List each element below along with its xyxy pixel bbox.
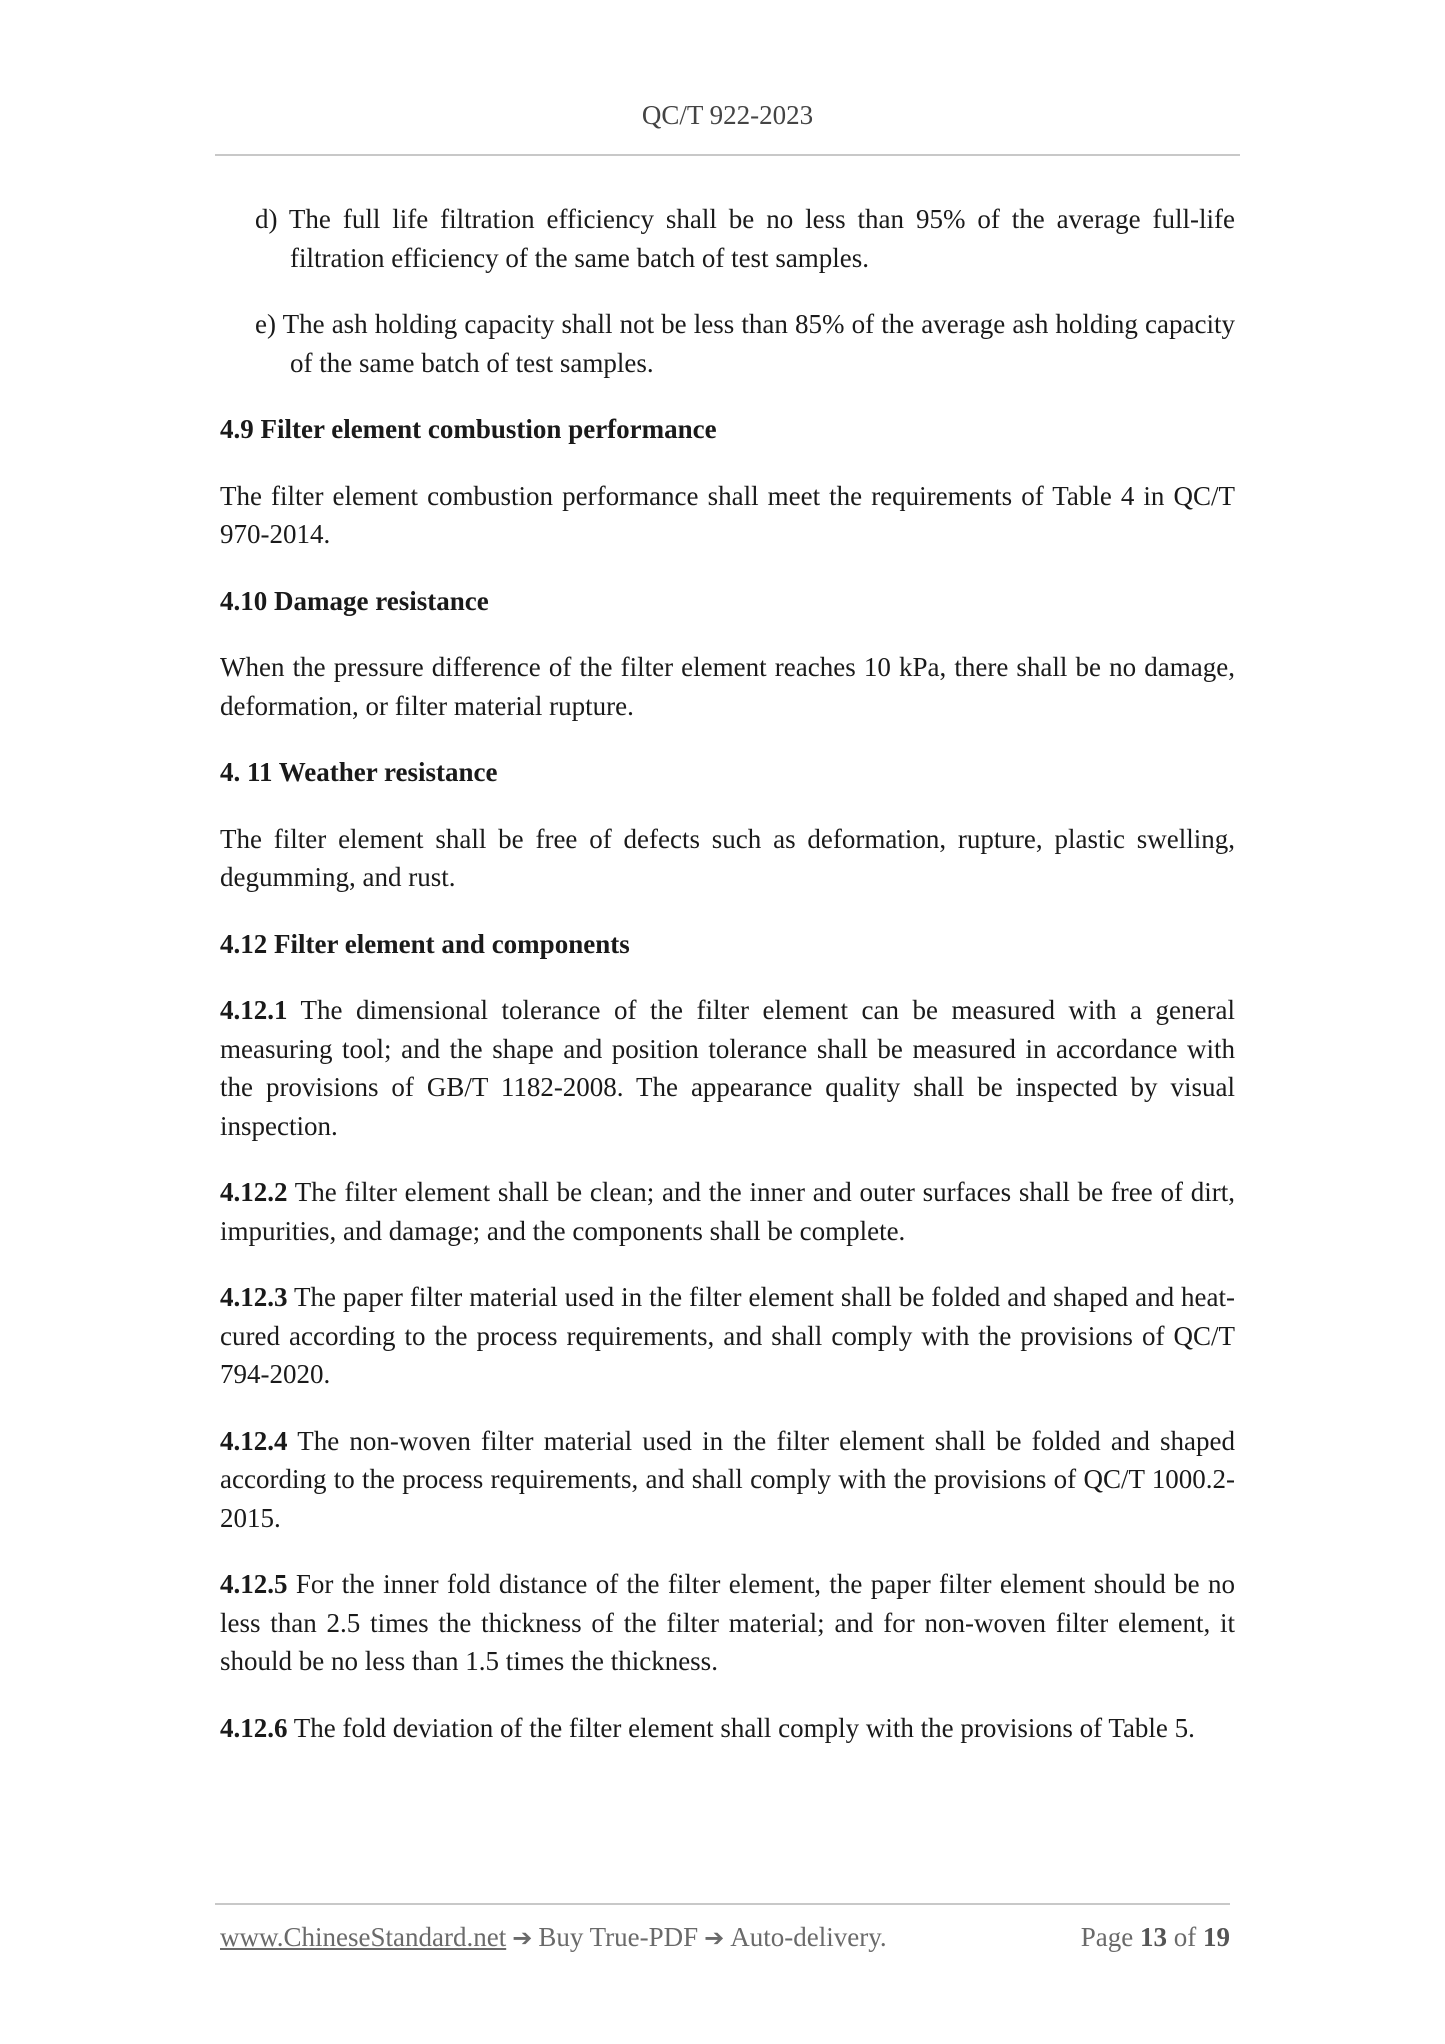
footer-divider — [215, 1903, 1230, 1905]
page-current: 13 — [1140, 1922, 1167, 1952]
list-item-d: d) The full life filtration efficiency shall be no less than 95% of the average full-life filtration efficiency of the same batch of test samples. — [255, 204, 1235, 273]
clause-4-12-4 — [220, 1422, 1235, 1538]
section-body-4-9: The filter element combustion performance shall meet the requirements of Table 4 in QC/T 970-2014. — [220, 480, 1235, 549]
page-total: 19 — [1203, 1922, 1230, 1952]
clause-text: The filter element shall be clean; and the inner and outer surfaces shall be free of dirt, impurities, and damage; and the components shall be complete. — [220, 1177, 1235, 1246]
clause-number: 4.12.5 — [220, 1569, 288, 1599]
section-heading-4-9: 4.9 Filter element combustion performance — [220, 414, 717, 444]
clause-number: 4.12.6 — [220, 1712, 288, 1743]
clause-number: 4.12.1 — [220, 995, 288, 1025]
clause-4-12-3 — [220, 1278, 1235, 1394]
page-indicator — [1081, 1922, 1230, 1953]
clause-4-12-2 — [220, 1173, 1235, 1250]
auto-delivery-text: Auto-delivery. — [730, 1922, 887, 1952]
right-arrow-icon: ➔ — [512, 1924, 533, 1952]
section-body-4-11: The filter element shall be free of defects such as deformation, rupture, plastic swelling, degumming, and rust. — [220, 823, 1235, 892]
document-id: QC/T 922-2023 — [641, 100, 814, 130]
clause-text: The non-woven filter material used in the filter element shall be folded and shaped according to the process requirements, and shall comply with the provisions of QC/T 1000.2-2015. — [220, 1425, 1235, 1533]
clause-4-12-1 — [220, 991, 1235, 1145]
page-footer — [220, 1922, 1230, 1953]
clause-number: 4.12.4 — [220, 1425, 288, 1456]
section-heading-4-12: 4.12 Filter element and components — [220, 928, 630, 959]
clause-text: The fold deviation of the filter element shall comply with the provisions of Table 5. — [287, 1712, 1195, 1743]
right-arrow-icon: ➔ — [704, 1924, 725, 1952]
page-content — [220, 200, 1235, 1775]
clause-4-12-6 — [220, 1709, 1235, 1748]
section-body-4-10: When the pressure difference of the filter element reaches 10 kPa, there shall be no damage, deformation, or filter material rupture. — [220, 652, 1235, 721]
site-link[interactable]: www.ChineseStandard.net — [220, 1922, 507, 1952]
clause-number: 4.12.3 — [220, 1282, 288, 1312]
footer-left — [220, 1922, 887, 1953]
of-label: of — [1173, 1922, 1197, 1952]
header-divider — [215, 154, 1240, 156]
clause-text: For the inner fold distance of the filter element, the paper filter element should be no less than 2.5 times the thickness of the filter material; and for non-woven filter element, it should be no less than 1.5 times the thickness. — [220, 1569, 1235, 1676]
page-label: Page — [1080, 1922, 1134, 1952]
section-heading-4-10: 4.10 Damage resistance — [220, 585, 489, 616]
section-heading-4-11: 4. 11 Weather resistance — [220, 757, 498, 787]
clause-number: 4.12.2 — [220, 1177, 288, 1207]
document-header — [215, 100, 1240, 131]
list-item-e: e) The ash holding capacity shall not be less than 85% of the average ash holding capacity of the same batch of test samples. — [255, 309, 1235, 378]
clause-4-12-5 — [220, 1565, 1235, 1681]
clause-text: The dimensional tolerance of the filter element can be measured with a general measuring tool; and the shape and position tolerance shall be measured in accordance with the provisions of GB/T 1182-2008. The appearance quality shall be inspected by visual inspection. — [220, 995, 1235, 1141]
clause-text: The paper filter material used in the filter element shall be folded and shaped and heat-cured according to the process requirements, and shall comply with the provisions of QC/T 794-2020. — [220, 1282, 1235, 1389]
buy-true-pdf-text: Buy True-PDF — [538, 1922, 699, 1952]
